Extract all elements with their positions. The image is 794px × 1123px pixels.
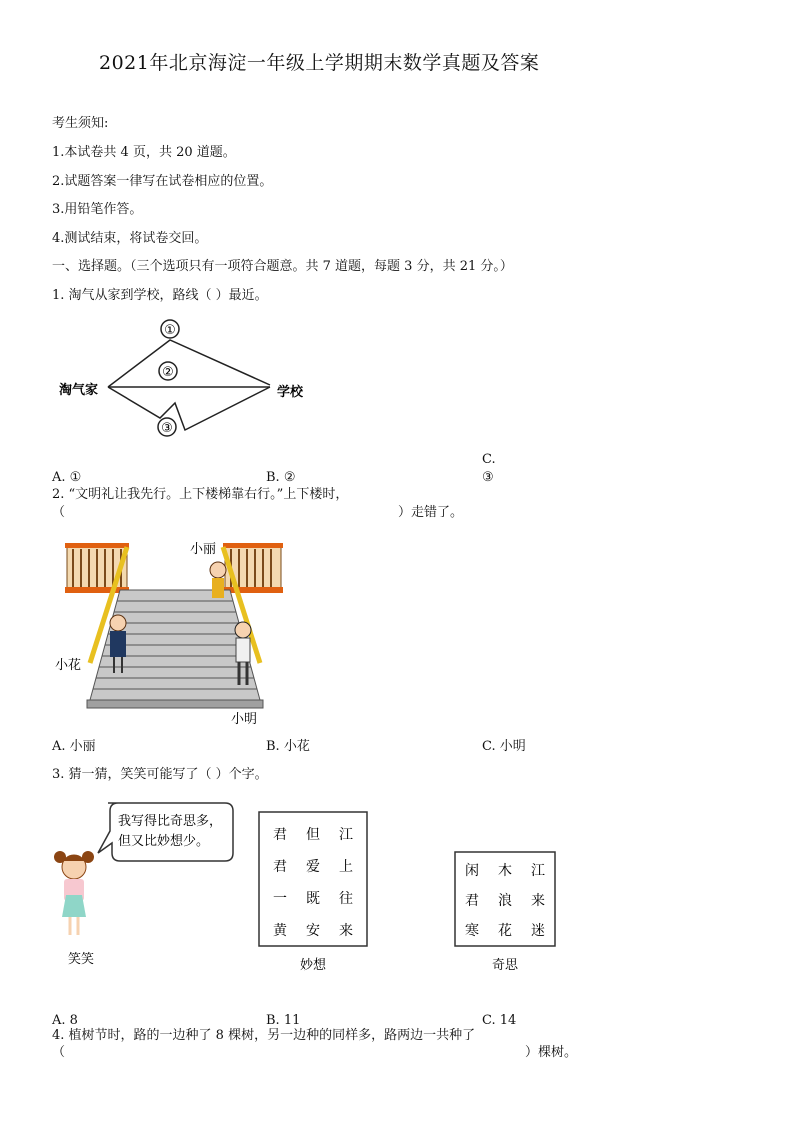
notice-heading: 考生须知:: [52, 116, 109, 131]
miaoxiang-char: 安: [306, 923, 320, 939]
speech-line-2: 但又比妙想少。: [118, 834, 210, 849]
q1-option-a[interactable]: A. ①: [52, 470, 82, 485]
qisi-char: 君: [465, 893, 479, 909]
notice-item-4: 4.测试结束，将试卷交回。: [52, 231, 208, 246]
miaoxiang-char: 既: [306, 891, 320, 907]
route-1-label: ①: [164, 323, 176, 338]
question-2-text: 2. “文明礼让我先行。上下楼梯靠右行。”上下楼时，: [52, 487, 349, 502]
qisi-char: 江: [531, 863, 545, 879]
stairs-label-xiaoli: 小丽: [190, 542, 217, 557]
question-2-close: ）走错了。: [398, 505, 464, 520]
miaoxiang-char: 来: [339, 923, 353, 939]
q1-option-b[interactable]: B. ②: [266, 470, 296, 485]
miaoxiang-char: 爱: [306, 859, 320, 875]
qisi-char: 花: [498, 923, 512, 939]
miaoxiang-char: 君: [273, 827, 287, 843]
miaoxiang-char: 一: [273, 891, 287, 907]
route-2-label: ②: [162, 365, 174, 380]
question-2-open-paren: （: [52, 505, 66, 520]
question-4-text: 4. 植树节时，路的一边种了 8 棵树，另一边种的同样多，路两边一共种了: [52, 1028, 476, 1043]
qisi-char: 来: [531, 893, 545, 909]
miaoxiang-char: 上: [339, 859, 353, 875]
qisi-char: 闲: [465, 863, 479, 879]
question-4-open-paren: （: [52, 1045, 66, 1060]
route-3-label: ③: [161, 421, 173, 436]
miaoxiang-char: 黄: [273, 923, 287, 939]
stairs-illustration: [55, 535, 290, 730]
school-label: 学校: [277, 385, 304, 400]
route-diagram: [55, 315, 315, 440]
xiaoxiao-illustration: [50, 795, 240, 975]
notice-item-1: 1.本试卷共 4 页，共 20 道题。: [52, 145, 236, 160]
q2-option-a[interactable]: A. 小丽: [52, 739, 96, 754]
q3-option-c[interactable]: C. 14: [482, 1013, 517, 1028]
qisi-char: 浪: [498, 893, 512, 909]
page-title: 2021年北京海淀一年级上学期期末数学真题及答案: [99, 52, 540, 74]
home-label: 淘气家: [59, 383, 99, 398]
stairs-label-xiaohua: 小花: [55, 658, 82, 673]
miaoxiang-char: 君: [273, 859, 287, 875]
question-3-text: 3. 猜一猜，笑笑可能写了（ ）个字。: [52, 767, 268, 782]
q2-option-b[interactable]: B. 小花: [266, 739, 310, 754]
speech-line-1: 我写得比奇思多，: [118, 814, 223, 829]
miaoxiang-char: 但: [306, 827, 320, 843]
section-heading: 一、选择题。（三个选项只有一项符合题意。共 7 道题，每题 3 分，共 21 分。）: [52, 259, 513, 274]
question-1-text: 1. 淘气从家到学校，路线（ ）最近。: [52, 288, 268, 303]
miaoxiang-char: 江: [339, 827, 353, 843]
notice-item-3: 3.用铅笔作答。: [52, 202, 143, 217]
q3-option-b[interactable]: B. 11: [266, 1013, 301, 1028]
q2-option-c[interactable]: C. 小明: [482, 739, 526, 754]
stairs-label-xiaoming: 小明: [231, 712, 258, 727]
qisi-label: 奇思: [491, 958, 519, 973]
q3-option-a[interactable]: A. 8: [52, 1013, 78, 1028]
notice-item-2: 2.试题答案一律写在试卷相应的位置。: [52, 174, 273, 189]
question-4-close: ）棵树。: [525, 1045, 578, 1060]
qisi-char: 木: [498, 863, 512, 879]
q1-option-c-value[interactable]: ③: [482, 470, 494, 485]
q1-option-c-letter[interactable]: C.: [482, 452, 496, 467]
qisi-card: [454, 851, 556, 975]
qisi-char: 迷: [531, 923, 545, 939]
miaoxiang-card: [258, 811, 368, 975]
girl-label: 笑笑: [68, 952, 95, 967]
qisi-char: 寒: [465, 923, 479, 939]
miaoxiang-label: 妙想: [299, 958, 327, 973]
miaoxiang-char: 往: [339, 891, 353, 907]
